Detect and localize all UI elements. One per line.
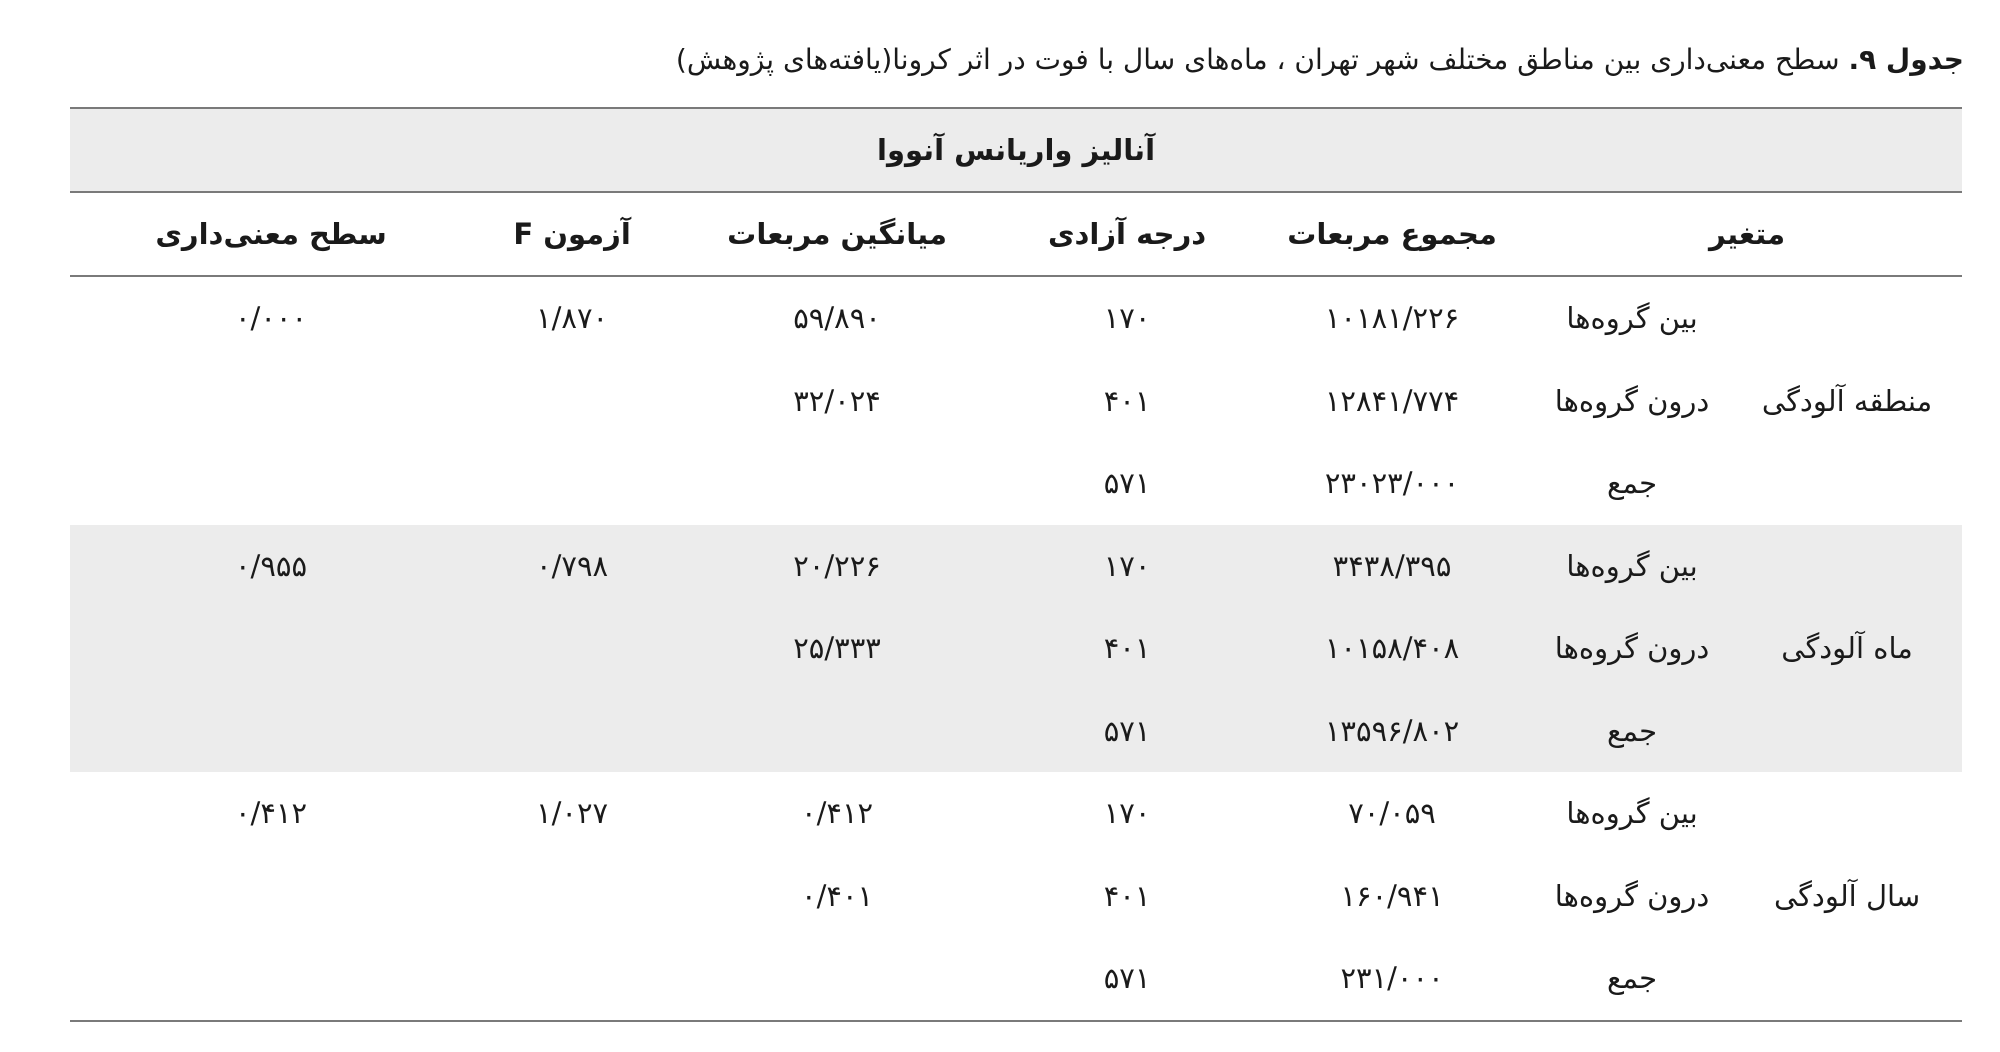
source-cell: جمع [1532, 937, 1732, 1021]
mean-squares-cell: ۲۰/۲۲۶ [672, 525, 1002, 608]
mean-squares-cell: ۲۵/۳۳۳ [672, 607, 1002, 690]
sig-cell: ۰/۴۱۲ [234, 796, 308, 831]
source-cell: درون گروه‌ها [1554, 383, 1710, 418]
f-cell [472, 690, 672, 773]
source-cell: بین گروه‌ها [1566, 301, 1698, 336]
f-cell: ۱/۸۷۰ [536, 301, 609, 336]
sig-cell: ۰/۰۰۰ [234, 301, 308, 336]
table-row [70, 690, 1962, 773]
table-row [70, 772, 1962, 855]
df-cell: ۴۰۱ [1103, 878, 1151, 913]
mean-squares-cell [672, 690, 1002, 773]
table-row [70, 360, 1962, 443]
sig-cell [70, 442, 472, 525]
f-cell [472, 607, 672, 690]
caption-text: سطح معنی‌داری بین مناطق مختلف شهر تهران ، ماه‌های سال با فوت در اثر کرونا(یافته‌های پژوهش) [675, 43, 1849, 76]
f-cell: ۰/۷۹۸ [472, 525, 672, 608]
sum-squares-cell: ۲۳۰۲۳/۰۰۰ [1324, 466, 1460, 501]
mean-squares-cell: ۰/۴۰۱ [801, 878, 874, 913]
column-header-row [70, 192, 1962, 276]
df-cell: ۵۷۱ [1002, 690, 1252, 773]
f-cell [472, 937, 672, 1021]
sig-cell [70, 360, 472, 443]
mean-squares-cell [672, 442, 1002, 525]
caption-label: جدول ۹. [1848, 43, 1964, 76]
sum-squares-cell: ۱۲۸۴۱/۷۷۴ [1324, 383, 1460, 418]
sum-squares-cell: ۳۴۳۸/۳۹۵ [1252, 525, 1532, 608]
table-row [70, 442, 1962, 525]
sum-squares-cell: ۱۰۱۸۱/۲۲۶ [1324, 301, 1460, 336]
f-cell: ۱/۰۲۷ [536, 796, 609, 831]
sig-cell: ۰/۹۵۵ [70, 525, 472, 608]
source-cell: جمع [1606, 466, 1658, 501]
source-cell: بین گروه‌ها [1532, 525, 1732, 608]
anova-table [70, 107, 1962, 1022]
group-pollution-month [70, 525, 1962, 773]
df-cell: ۴۰۱ [1103, 383, 1151, 418]
source-cell: درون گروه‌ها [1554, 878, 1710, 913]
df-cell: ۱۷۰ [1002, 525, 1252, 608]
f-cell [472, 360, 672, 443]
sum-squares-cell: ۷۰/۰۵۹ [1348, 796, 1436, 831]
source-cell: درون گروه‌ها [1532, 607, 1732, 690]
mean-squares-cell: ۳۲/۰۲۴ [793, 383, 881, 418]
f-cell [472, 442, 672, 525]
super-header-row [70, 108, 1962, 192]
header-df: درجه آزادی [1002, 192, 1252, 276]
sum-squares-cell: ۱۰۱۵۸/۴۰۸ [1252, 607, 1532, 690]
sig-cell [70, 937, 472, 1021]
header-sum-squares: مجموع مربعات [1252, 192, 1532, 276]
mean-squares-cell: ۰/۴۱۲ [801, 796, 874, 831]
table-row [70, 525, 1962, 608]
header-significance: سطح معنی‌داری [70, 192, 472, 276]
table-row [70, 937, 1962, 1021]
table-row [70, 855, 1962, 938]
super-header: آنالیز واریانس آنووا [70, 108, 1962, 192]
header-variable: متغیر [1532, 192, 1962, 276]
variable-cell: ماه آلودگی [1732, 525, 1962, 773]
sig-cell [70, 607, 472, 690]
table-row [70, 276, 1962, 360]
mean-squares-cell [672, 937, 1002, 1021]
sum-squares-cell: ۱۶۰/۹۴۱ [1340, 878, 1444, 913]
variable-cell: سال آلودگی [1732, 772, 1962, 1021]
sig-cell [70, 690, 472, 773]
group-pollution-year [70, 772, 1962, 1021]
df-cell: ۱۷۰ [1103, 796, 1151, 831]
df-cell: ۵۷۱ [1002, 937, 1252, 1021]
source-cell: جمع [1532, 690, 1732, 773]
variable-cell: منطقه آلودگی [1761, 383, 1933, 418]
sum-squares-cell: ۲۳۱/۰۰۰ [1252, 937, 1532, 1021]
header-f-test: آزمون F [472, 192, 672, 276]
table-row [70, 607, 1962, 690]
df-cell: ۵۷۱ [1103, 466, 1151, 501]
header-mean-squares: میانگین مربعات [672, 192, 1002, 276]
f-cell [472, 855, 672, 938]
df-cell: ۱۷۰ [1103, 301, 1151, 336]
mean-squares-cell: ۵۹/۸۹۰ [793, 301, 881, 336]
source-cell: بین گروه‌ها [1566, 796, 1698, 831]
df-cell: ۴۰۱ [1002, 607, 1252, 690]
table-caption [40, 38, 1964, 82]
sum-squares-cell: ۱۳۵۹۶/۸۰۲ [1252, 690, 1532, 773]
group-pollution-region [70, 276, 1962, 525]
sig-cell [70, 855, 472, 938]
